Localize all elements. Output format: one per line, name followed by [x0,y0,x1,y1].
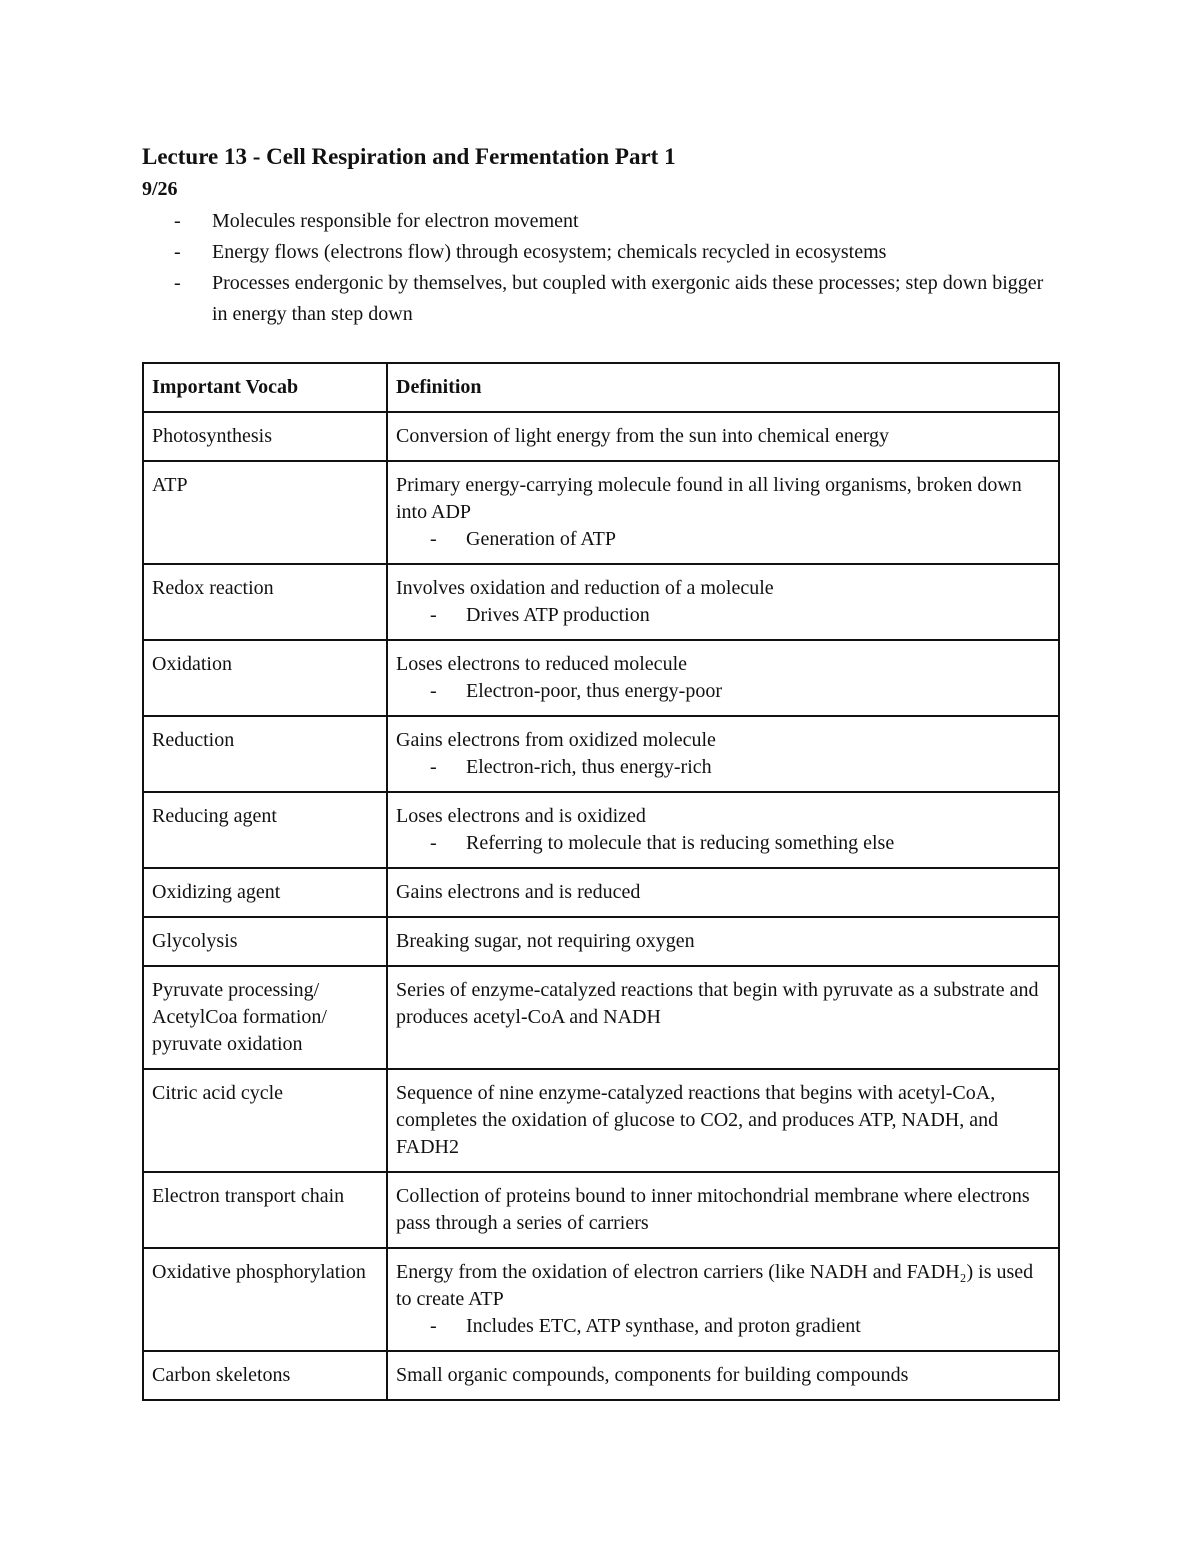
definition-cell [387,917,1059,966]
definition-cell [387,1069,1059,1172]
bullet-dash: - [430,1315,437,1337]
bullet-dash: - [430,528,437,550]
table-row [143,917,1059,966]
header-vocab: Important Vocab [143,363,387,412]
bullet-dash: - [174,210,181,232]
vocab-table [142,362,1060,1401]
definition-cell [387,564,1059,640]
definition-text: Series of enzyme-catalyzed reactions that begin with pyruvate as a substrate and produces acetyl-CoA and NADH [396,979,1039,1028]
note-item [142,268,1062,330]
term-cell: Reduction [143,716,387,792]
definition-text: Loses electrons and is oxidized [396,805,646,827]
definition-text: Gains electrons from oxidized molecule [396,729,716,751]
table-row [143,1248,1059,1351]
sub-bullet [396,1313,1050,1340]
table-row [143,461,1059,564]
definition-cell [387,1172,1059,1248]
term-cell: Carbon skeletons [143,1351,387,1400]
table-row [143,966,1059,1069]
sub-bullet-text: Includes ETC, ATP synthase, and proton gradient [466,1315,861,1337]
definition-text: Small organic compounds, components for building compounds [396,1364,909,1386]
definition-cell [387,966,1059,1069]
note-item [142,237,1062,268]
sub-bullet-text: Referring to molecule that is reducing something else [466,832,895,854]
bullet-dash: - [174,272,181,294]
document-page [142,140,1062,1386]
table-header-row [143,363,1059,412]
definition-cell [387,1351,1059,1400]
table-row [143,412,1059,461]
term-cell: Electron transport chain [143,1172,387,1248]
definition-text: Breaking sugar, not requiring oxygen [396,930,695,952]
lecture-date: 9/26 [142,178,178,200]
term-cell: Citric acid cycle [143,1069,387,1172]
definition-text: Collection of proteins bound to inner mitochondrial membrane where electrons pass through a series of carriers [396,1185,1030,1234]
definition-cell [387,716,1059,792]
term-cell: Reducing agent [143,792,387,868]
table-row [143,1172,1059,1248]
sub-bullet [396,526,1050,553]
definition-text: Loses electrons to reduced molecule [396,653,687,675]
bullet-dash: - [430,604,437,626]
definition-text: Sequence of nine enzyme-catalyzed reactions that begins with acetyl-CoA, completes the oxidation of glucose to CO2, and produces ATP, NADH, and FADH2 [396,1082,999,1158]
definition-cell [387,412,1059,461]
bullet-dash: - [430,832,437,854]
table-row [143,1069,1059,1172]
sub-bullet-text: Generation of ATP [466,528,616,550]
definition-cell [387,1248,1059,1351]
term-cell: Pyruvate processing/ AcetylCoa formation/ pyruvate oxidation [143,966,387,1069]
term-cell: Oxidative phosphorylation [143,1248,387,1351]
notes-list [142,206,1062,330]
page-title: Lecture 13 - Cell Respiration and Fermentation Part 1 [142,144,676,169]
note-text: Energy flows (electrons flow) through ecosystem; chemicals recycled in ecosystems [212,241,887,263]
term-cell: Glycolysis [143,917,387,966]
definition-cell [387,640,1059,716]
definition-text: Energy from the oxidation of electron carriers (like NADH and FADH₂) is used to create ATP [396,1261,1034,1310]
term-cell: Oxidizing agent [143,868,387,917]
definition-text: Involves oxidation and reduction of a molecule [396,577,774,599]
definition-cell [387,792,1059,868]
sub-bullet [396,754,1050,781]
definition-cell [387,461,1059,564]
table-row [143,868,1059,917]
definition-text: Gains electrons and is reduced [396,881,641,903]
note-item [142,206,1062,237]
sub-bullet-text: Electron-poor, thus energy-poor [466,680,722,702]
bullet-dash: - [430,756,437,778]
sub-bullet [396,830,1050,857]
table-row [143,716,1059,792]
term-cell: Oxidation [143,640,387,716]
table-row [143,1351,1059,1400]
sub-bullet [396,602,1050,629]
term-cell: Photosynthesis [143,412,387,461]
definition-text: Primary energy-carrying molecule found in all living organisms, broken down into ADP [396,474,1022,523]
definition-text: Conversion of light energy from the sun into chemical energy [396,425,890,447]
table-row [143,792,1059,868]
note-text: Molecules responsible for electron movement [212,210,579,232]
bullet-dash: - [430,680,437,702]
table-row [143,564,1059,640]
term-cell: Redox reaction [143,564,387,640]
term-cell: ATP [143,461,387,564]
sub-bullet-text: Drives ATP production [466,604,650,626]
note-text: Processes endergonic by themselves, but coupled with exergonic aids these processes; step down bigger in energy than step down [212,272,1044,325]
header-definition: Definition [387,363,1059,412]
sub-bullet [396,678,1050,705]
bullet-dash: - [174,241,181,263]
table-row [143,640,1059,716]
definition-cell [387,868,1059,917]
sub-bullet-text: Electron-rich, thus energy-rich [466,756,712,778]
